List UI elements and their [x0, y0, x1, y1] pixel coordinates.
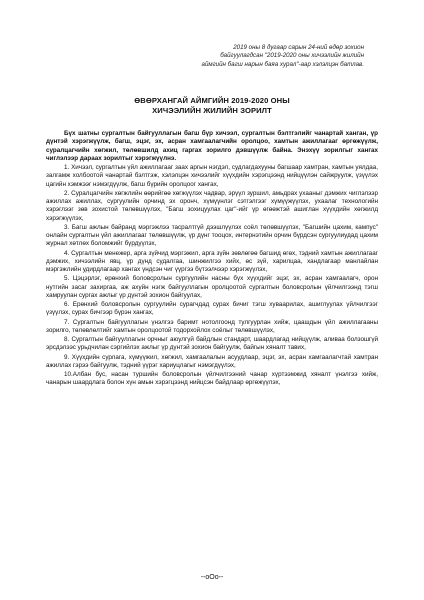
- approval-note-line: 2019 оны 8 дугаар сарын 24-ний өдөр зохион: [233, 44, 364, 51]
- approval-note: [144, 44, 364, 69]
- approval-note-line: байгуулагдсан "2019-2020 оны хичээлийн жилийн: [220, 52, 364, 60]
- objective-item: 4. Сургалтын менежер, арга зүйчид мэргэжил, арга зүйн зөвлөгөө багшид өгөх, тэдний хамтын ажиллагааг дэмжих, хичээлийн явц, үр дүнд судалгаа, шинжилгээ хийх, өс зүй, харилцаа, хандлагаар манлайлан мэргэжлийн удирдлагаар хангах үндсэн чиг үүргээ бүтээлчээр хэрэгжүүлэх,: [46, 249, 378, 273]
- objective-item: 5. Цэцэрлэг, ерөнхий боловсролын сургуулийн насны бүх хүүхдийг эцэг, эх, асран хамгаалагч, орон нутгийн засаг захиргаа, аж ахуйн нэгж байгууллагын оролцоотой сургалтын боловсролын үйлчилгээнд тэгш хамруулан сургах ажлыг үр дүнтэй зохион байгуулах,: [46, 275, 378, 299]
- document-title: [0, 96, 424, 115]
- objective-item: 7. Сургалтын байгууллагын үнэлгээ баримт нотолгоонд тулгуурлан хийж, цаашдын үйл ажиллагааны зорилго, төлөвлөлтийг хамтын оролцоотой тодорхойлох соёлыг төлөвшүүлэх,: [46, 318, 378, 334]
- objective-item: 6. Ерөнхий боловсролын сургуулийн сурагчдад сурах бичиг тэгш хуваарилах, ашиглуулах үйлчилгээг үзүүлэх, сурах бичгээр бүрэн хангах,: [46, 301, 378, 317]
- objective-item: 10.Албан бус, насан туршийн боловсролын үйлчилгээний чанар хүртээмжид хяналт үнэлгээ хийж, чанарын шаардлага болон хүн амын хэрэгцээнд нийцсэн байдлаар өргөжүүлэх,: [46, 371, 378, 387]
- title-line: ХИЧЭЭЛИЙН ЖИЛИЙН ЗОРИЛТ: [152, 105, 272, 115]
- objective-item: 2. Суралцагчийн хөгжлийн өөрийгөө хөгжүүлэх чадвар, эрүүл зуршил, амьдрах ухааныг дэмжих чиглэлээр ажиллах ажиллах, сургуулийн орчинд эх оронч, хүмүүнлэг сэтгэлгээг хүмүүжүүлэх, ухаалаг технологийн хэрэглээг зөв зохистой төлөвшүүлэх, "Багш зохицуулах цаг"-ийг үр өгөөжтэй ашиглан хүүхдийн хөгжилд хэрэгжүүлэх,: [46, 189, 378, 222]
- end-mark: --oOo--: [200, 574, 224, 581]
- objective-item: 1. Хичээл, сургалтын үйл ажиллагааг заах аргын нэгдэл, судлагдахууны багшаар хамтран, хамтын уялдаа, залгамж холбоотой чанартай бэлтгэж, хэлэлцэн хичээлийг хүүхдийн хэрэгцээнд нийцүүлэн сайжруулж, үзүүлэх цагийн хэмжээг нэмэгдүүлж, багш бүрийн оролцоог хангах,: [46, 164, 378, 188]
- objective-item: 9. Хүүхдийн сурлага, хүмүүжил, хөгжил, хамгаалалын асуудлаар, эцэг, эх, асран хамгаалагчтай хамтран ажиллах гэрээ байгуулж, тэдний үүрэг хариуцлагыг нэмэгдүүлэх,: [46, 353, 378, 369]
- title-line: ӨВӨРХАНГАЙ АЙМГИЙН 2019-2020 ОНЫ: [134, 96, 290, 105]
- objective-item: 3. Багш ажлын байранд мэргэжлээ тасралтгүй дээшлүүлэх соёл төлөвшүүлэх, "Багшийн цахим, кампус" онлайн сургалтын үйл ажиллагааг төлөвшүүлж, үр дүнг тооцох, интернэтийн орчин бүрдсэн сургуулиудад цахим журнал хөтлөх боломжийг бүрдүүлэх,: [46, 223, 378, 248]
- objective-item: 8. Сургалтын байгууллагын орчныг аюулгүй байдлын стандарт, шаардлагад нийцүүлж, аливаа болзошгүй эрсдэлээс урьдчилан сэргийлэх ажлыг үр дүнтэй зохион байгуулж, байгын хяналт тавих,: [46, 336, 378, 352]
- approval-note-line: аймгийн багш нарын баяа хурал"-аар хэлэлцэн батлав.: [201, 60, 364, 68]
- intro-paragraph: Бүх шатны сургалтын байгууллагын багш бүр хичээл, сургалтын бэлтгэлийг чанартай ханган, үр дүнтэй хэрэгжүүлж, багш, эцэг, эх, асран хамгаалагчийн оролцоо, хамтын ажиллагааг өргөжүүлж, суралцагчийн хөгжил, төлөвшилд ахиц гаргах зорилго дэвшүүлж байна. Энэхүү зорилгыг хангах чиглэлээр дараах зорилтыг хэрэгжүүлнэ.: [46, 130, 378, 162]
- document-body: [46, 130, 378, 389]
